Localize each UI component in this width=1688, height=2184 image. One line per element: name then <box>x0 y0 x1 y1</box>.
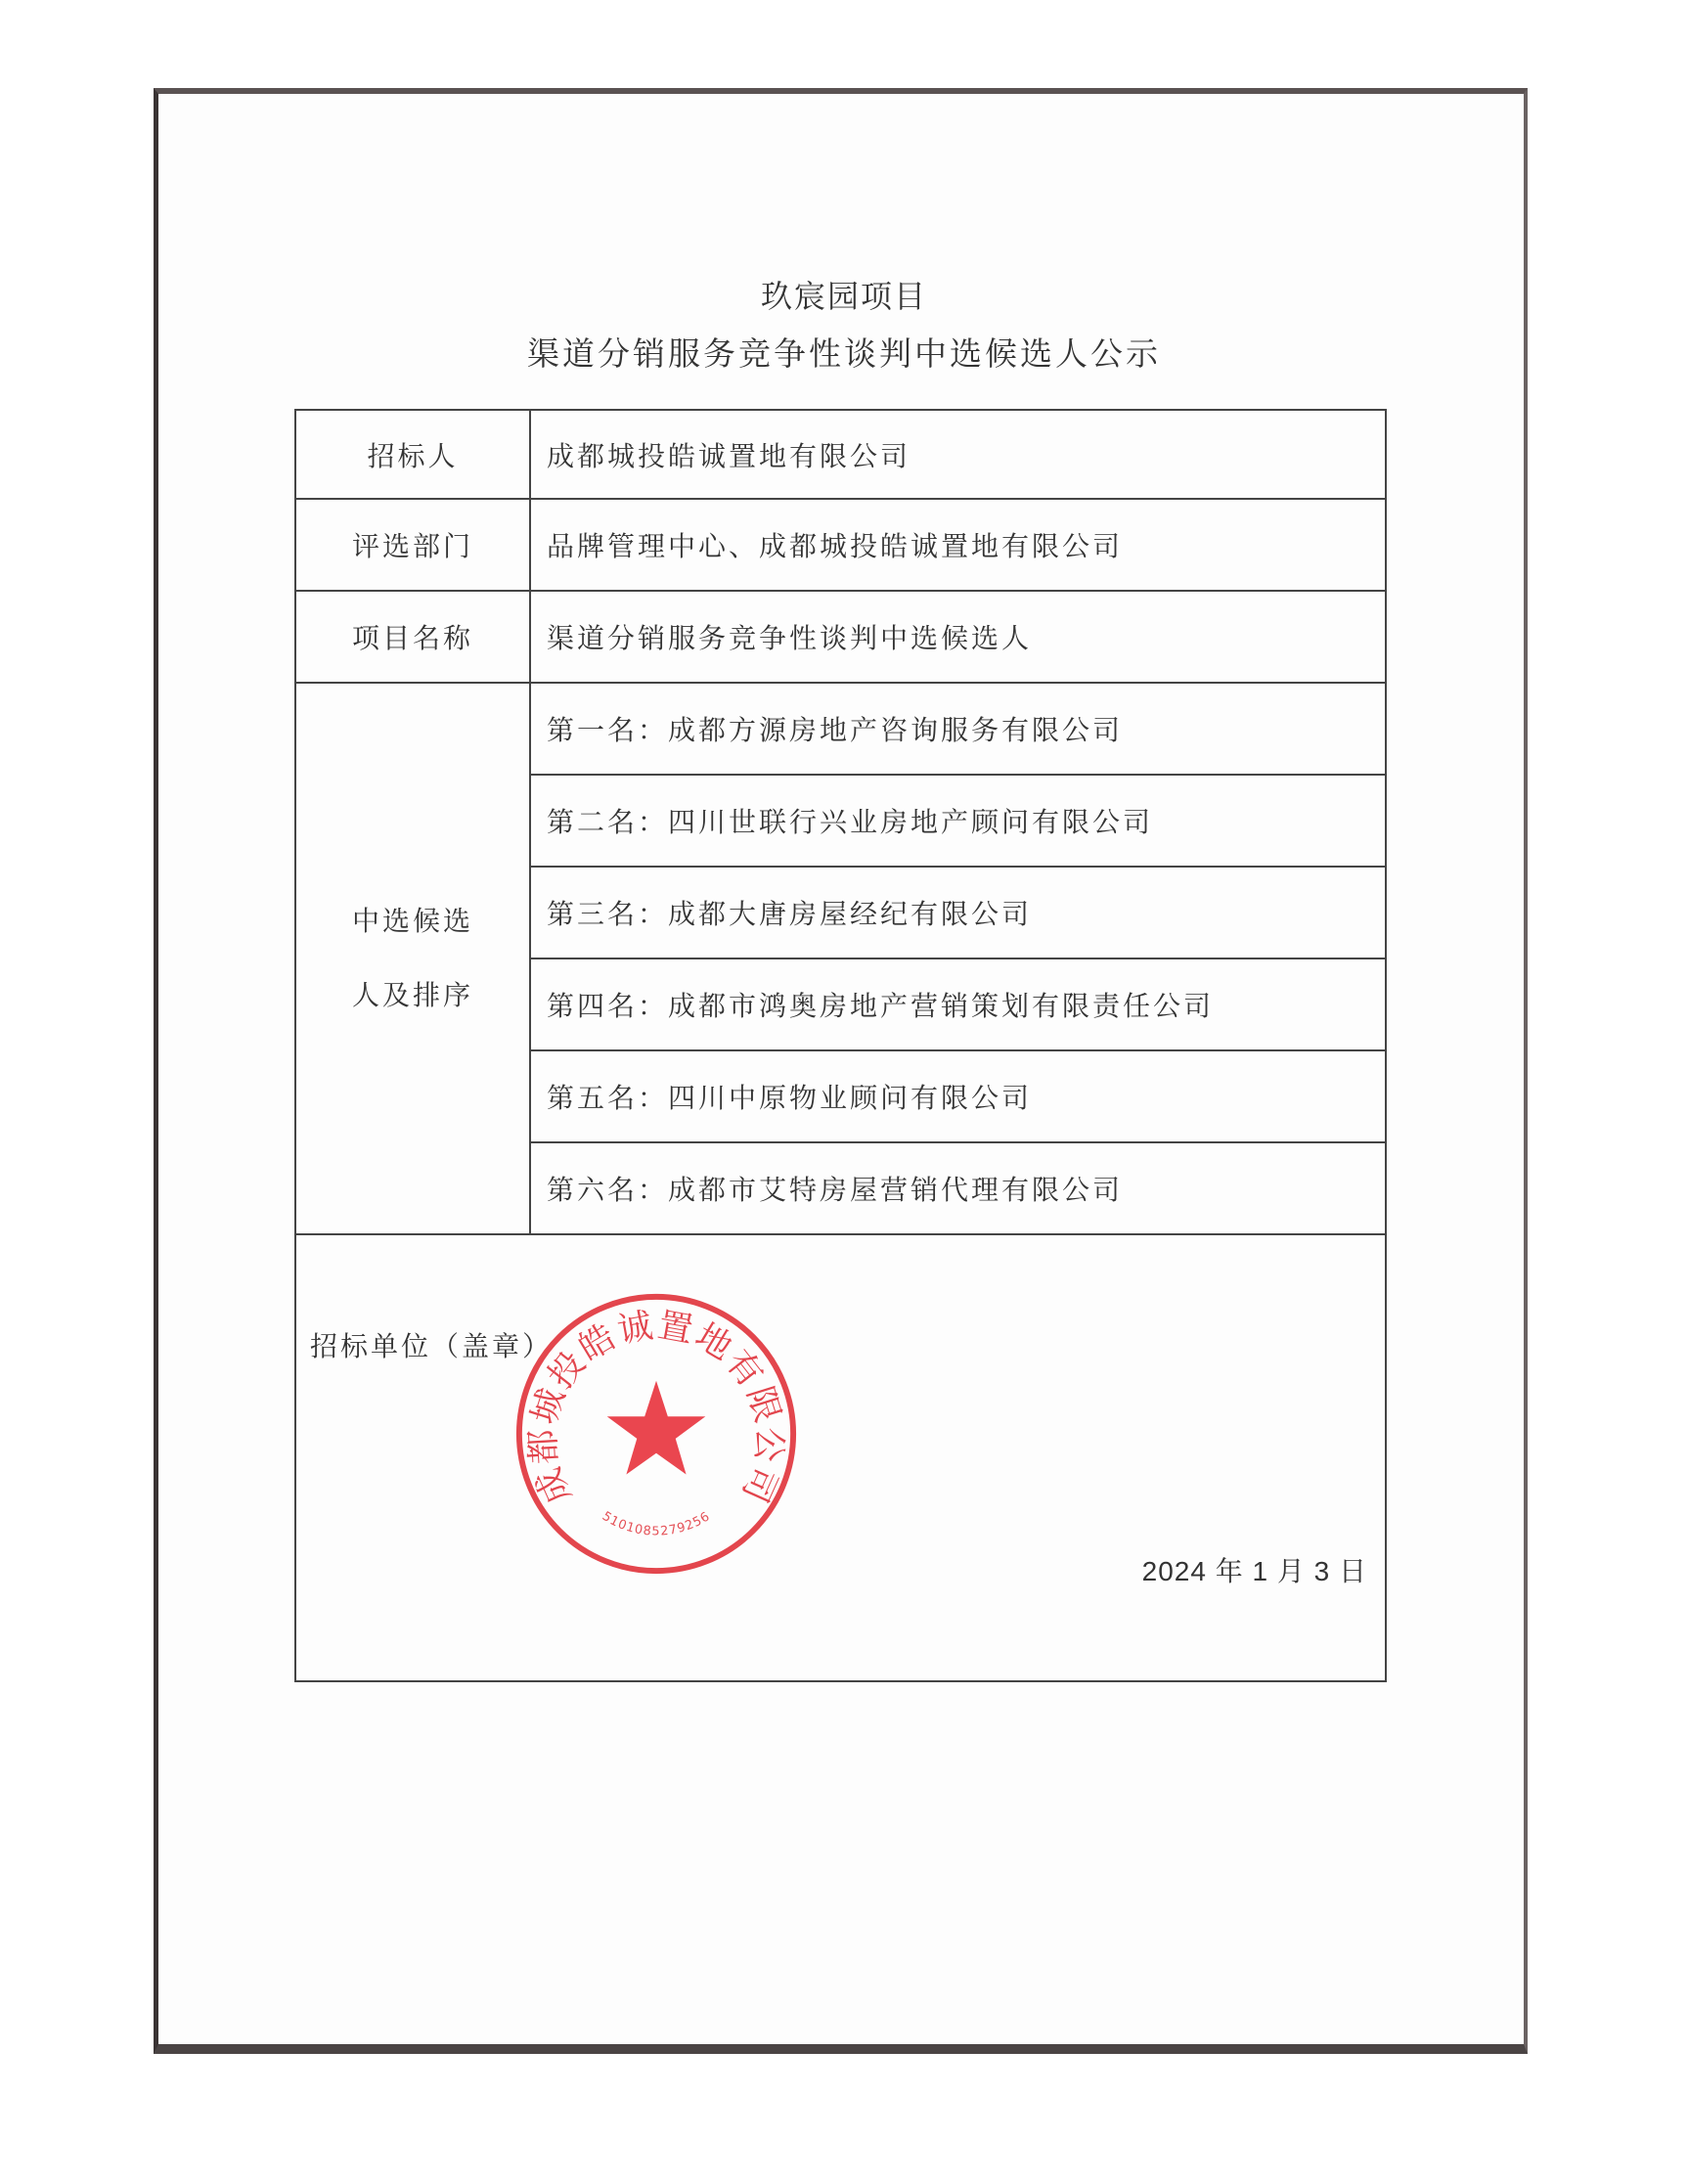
candidate-rank-6: 第六名：成都市艾特房屋营销代理有限公司 <box>530 1142 1386 1234</box>
candidates-label-line2: 人及排序 <box>351 979 473 1011</box>
row-label: 项目名称 <box>295 591 530 683</box>
row-value: 品牌管理中心、成都城投皓诚置地有限公司 <box>530 499 1386 591</box>
candidates-label-line1: 中选候选 <box>351 905 473 937</box>
candidate-rank-5: 第五名：四川中原物业顾问有限公司 <box>530 1050 1386 1142</box>
table-row-project-name <box>295 591 1386 683</box>
candidate-rank-2: 第二名：四川世联行兴业房地产顾问有限公司 <box>530 775 1386 867</box>
table-row-candidate <box>295 683 1386 775</box>
svg-text:5101085279256: 5101085279256 <box>599 1508 714 1539</box>
row-label: 评选部门 <box>295 499 530 591</box>
candidate-rank-1: 第一名：成都方源房地产咨询服务有限公司 <box>530 683 1386 775</box>
candidate-rank-4: 第四名：成都市鸿奥房地产营销策划有限责任公司 <box>530 958 1386 1050</box>
notice-date: 2024 年 1 月 3 日 <box>1141 1556 1367 1586</box>
signature-cell <box>295 1234 1386 1681</box>
notice-table <box>294 409 1387 1682</box>
svg-text:成都城投皓诚置地有限公司: 成都城投皓诚置地有限公司 <box>522 1305 790 1510</box>
candidate-rank-3: 第三名：成都大唐房屋经纪有限公司 <box>530 867 1386 958</box>
row-label: 招标人 <box>295 410 530 499</box>
table-row-bidder <box>295 410 1386 499</box>
table-row-department <box>295 499 1386 591</box>
candidates-label <box>295 683 530 1234</box>
row-value: 成都城投皓诚置地有限公司 <box>530 410 1386 499</box>
document-title: 玖宸园项目 <box>760 278 927 315</box>
company-seal-icon <box>511 1289 801 1579</box>
document-subtitle: 渠道分销服务竞争性谈判中选候选人公示 <box>527 334 1161 373</box>
row-value: 渠道分销服务竞争性谈判中选候选人 <box>530 591 1386 683</box>
signature-label: 招标单位（盖章） <box>310 1330 554 1362</box>
table-row-signature <box>295 1234 1386 1681</box>
